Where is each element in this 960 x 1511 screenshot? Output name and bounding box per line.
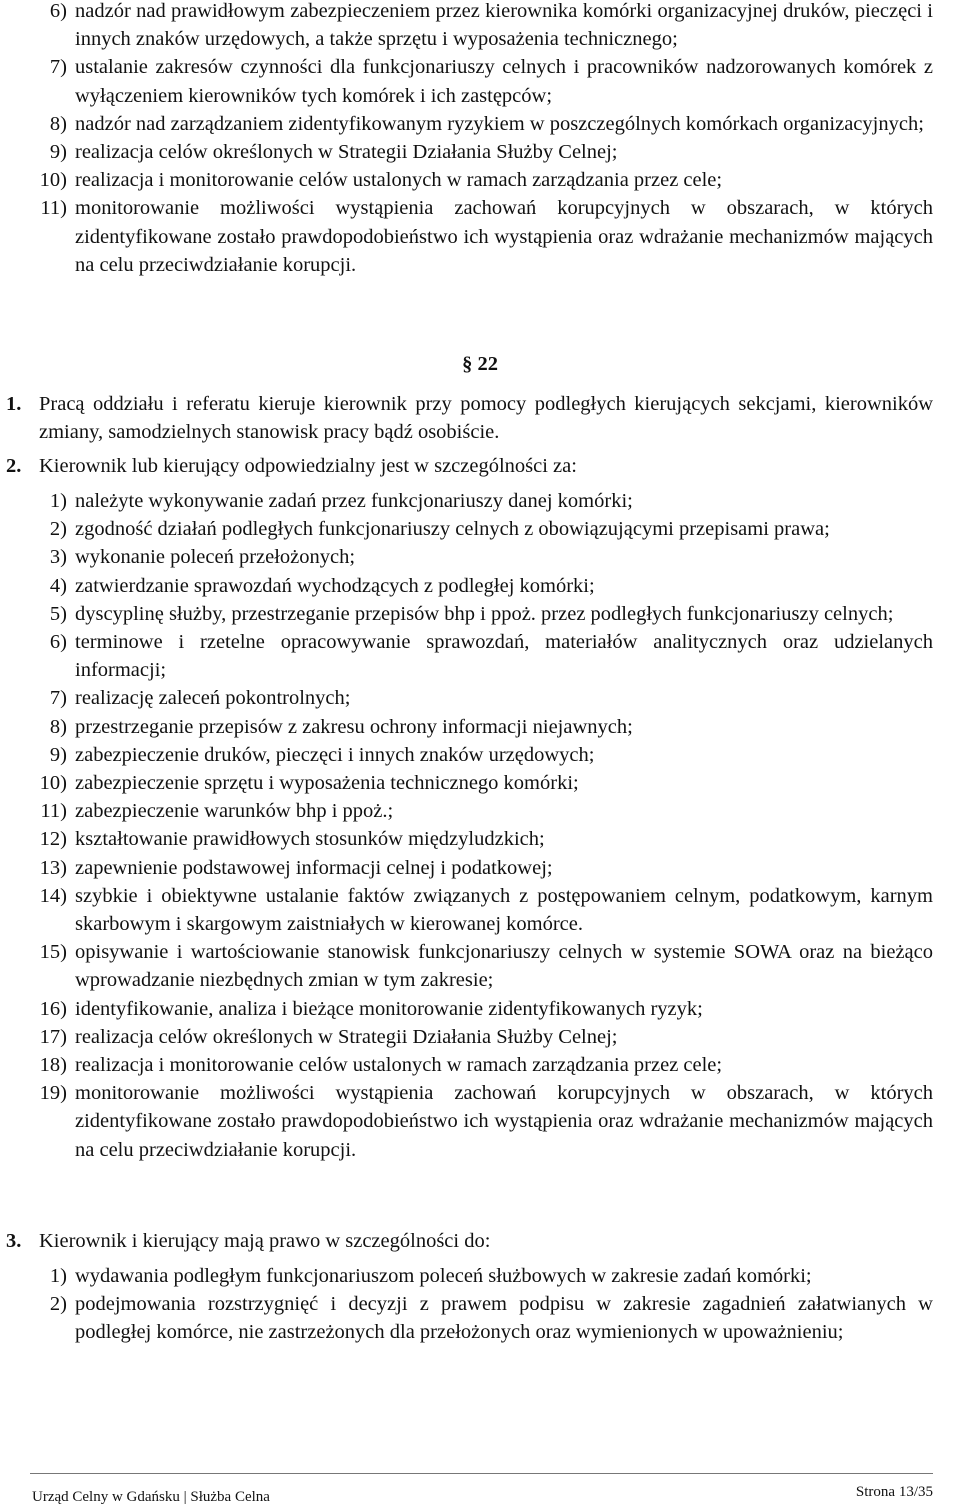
list-item bbox=[0, 53, 960, 109]
footer-office: Urząd Celny w Gdańsku | Służba Celna bbox=[32, 1489, 270, 1505]
list-item-number: 1) bbox=[49, 490, 67, 512]
duties-list-top bbox=[0, 0, 960, 279]
list-item-text: zabezpieczenie warunków bhp i ppoż.; bbox=[75, 800, 394, 823]
list-item bbox=[0, 882, 960, 938]
list-item bbox=[0, 1051, 960, 1079]
list-item-number: 10) bbox=[39, 169, 67, 192]
list-item-number: 8) bbox=[49, 715, 67, 738]
list-item-text: podejmowania rozstrzygnięć i decyzji z prawem podpisu w zakresie zagadnień załatwianych w podległej komórce, nie zastrzeżonych dla przełożonych oraz wymienionych w upoważnieniu; bbox=[75, 1293, 933, 1344]
list-item-text: opisywanie i wartościowanie stanowisk funkcjonariuszy celnych w systemie SOWA oraz na bieżąco wprowadzanie niezbędnych zmian w tym zakresie; bbox=[75, 941, 933, 992]
paragraph-number: 2. bbox=[6, 455, 22, 477]
list-item-number: 11) bbox=[40, 197, 67, 220]
list-item-number: 18) bbox=[39, 1054, 67, 1077]
list-item-text: zgodność działań podległych funkcjonariuszy celnych z obowiązującymi przepisami prawa; bbox=[75, 518, 830, 541]
list-item-text: monitorowanie możliwości wystąpienia zachowań korupcyjnych w obszarach, w których zidentyfikowane zostało prawdopodobieństwo ich wystąpienia oraz wdrażanie mechanizmów mających na celu przeciwdziałanie korupcji. bbox=[75, 197, 933, 276]
list-item-text: przestrzeganie przepisów z zakresu ochrony informacji niejawnych; bbox=[75, 715, 633, 738]
list-item bbox=[0, 797, 960, 825]
list-item-text: zatwierdzanie sprawozdań wychodzących z podległej komórki; bbox=[75, 574, 595, 597]
list-item-text: monitorowanie możliwości wystąpienia zachowań korupcyjnych w obszarach, w których zidentyfikowane zostało prawdopodobieństwo ich wystąpienia oraz wdrażanie mechanizmów mających na celu przeciwdziałanie korupcji. bbox=[75, 1082, 933, 1161]
list-item-number: 8) bbox=[49, 112, 67, 135]
list-item bbox=[0, 995, 960, 1023]
list-item-number: 13) bbox=[39, 856, 67, 879]
list-item bbox=[0, 487, 960, 515]
list-item bbox=[0, 628, 960, 684]
paragraph-number: 3. bbox=[6, 1230, 22, 1252]
list-item-number: 3) bbox=[49, 546, 67, 569]
list-item bbox=[0, 138, 960, 166]
list-item-text: identyfikowanie, analiza i bieżące monitorowanie zidentyfikowanych ryzyk; bbox=[75, 997, 703, 1020]
list-item-text: ustalanie zakresów czynności dla funkcjonariuszy celnych i pracowników nadzorowanych komórek z wyłączeniem kierowników tych komórek i ich zastępców; bbox=[75, 56, 933, 107]
list-item bbox=[0, 543, 960, 571]
list-item bbox=[0, 0, 960, 53]
list-item-number: 9) bbox=[49, 141, 67, 164]
list-item-text: realizacja celów określonych w Strategii Działania Służby Celnej; bbox=[75, 1025, 618, 1048]
list-item-number: 10) bbox=[39, 772, 67, 795]
paragraph-3 bbox=[0, 1227, 960, 1255]
list-item-number: 6) bbox=[49, 631, 67, 654]
list-item-text: zabezpieczenie druków, pieczęci i innych znaków urzędowych; bbox=[75, 743, 595, 766]
footer-page-number: Strona 13/35 bbox=[855, 1484, 933, 1500]
list-item-text: nadzór nad prawidłowym zabezpieczeniem przez kierownika komórki organizacyjnej druków, pieczęci i innych znaków urzędowych, a także sprzętu i wyposażenia technicznego; bbox=[75, 0, 933, 51]
list-item-text: kształtowanie prawidłowych stosunków międzyludzkich; bbox=[75, 828, 545, 851]
list-item bbox=[0, 741, 960, 769]
responsibilities-list bbox=[0, 487, 960, 1164]
list-item-text: wykonanie poleceń przełożonych; bbox=[75, 546, 356, 569]
list-item-number: 9) bbox=[49, 743, 67, 766]
list-item-text: należyte wykonywanie zadań przez funkcjonariuszy danej komórki; bbox=[75, 490, 633, 512]
paragraph-text: Kierownik i kierujący mają prawo w szczególności do: bbox=[39, 1230, 491, 1252]
list-item-number: 7) bbox=[49, 687, 67, 710]
list-item bbox=[0, 938, 960, 994]
list-item bbox=[0, 166, 960, 194]
footer-divider bbox=[30, 1473, 933, 1474]
list-item-text: szybkie i obiektywne ustalanie faktów związanych z postępowaniem celnym, podatkowym, karnym skarbowym i skargowym zaistniałych w kierowanej komórce. bbox=[75, 884, 933, 936]
list-item-number: 5) bbox=[49, 602, 67, 625]
list-item-text: dyscyplinę służby, przestrzeganie przepisów bhp i ppoż. przez podległych funkcjonariuszy celnych; bbox=[75, 602, 894, 625]
list-item-text: nadzór nad zarządzaniem zidentyfikowanym ryzykiem w poszczególnych komórkach organizacyjnych; bbox=[75, 112, 924, 135]
paragraph-2 bbox=[0, 452, 960, 480]
list-item-number: 2) bbox=[49, 1293, 67, 1316]
list-item bbox=[0, 1290, 960, 1346]
list-item-text: realizacja i monitorowanie celów ustalonych w ramach zarządzania przez cele; bbox=[75, 1054, 723, 1077]
list-item-text: realizację zaleceń pokontrolnych; bbox=[75, 687, 351, 710]
list-item bbox=[0, 769, 960, 797]
list-item bbox=[0, 854, 960, 882]
list-item-number: 14) bbox=[39, 884, 67, 907]
list-item-text: terminowe i rzetelne opracowywanie sprawozdań, materiałów analitycznych oraz udzielanych informacji; bbox=[75, 631, 933, 682]
rights-list bbox=[0, 1262, 960, 1347]
list-item bbox=[0, 1079, 960, 1164]
list-item-number: 15) bbox=[39, 941, 67, 964]
list-item-number: 4) bbox=[49, 574, 67, 597]
list-item-number: 1) bbox=[49, 1265, 67, 1287]
paragraph-number: 1. bbox=[6, 393, 22, 415]
section-heading: § 22 bbox=[462, 353, 498, 375]
paragraph-1 bbox=[0, 390, 960, 446]
list-item bbox=[0, 572, 960, 600]
list-item-text: wydawania podległym funkcjonariuszom poleceń służbowych w zakresie zadań komórki; bbox=[75, 1265, 812, 1287]
paragraph-text: Kierownik lub kierujący odpowiedzialny jest w szczególności za: bbox=[39, 455, 577, 477]
list-item-text: realizacja celów określonych w Strategii Działania Służby Celnej; bbox=[75, 141, 618, 164]
list-item bbox=[0, 515, 960, 543]
list-item-text: zabezpieczenie sprzętu i wyposażenia technicznego komórki; bbox=[75, 772, 579, 795]
list-item bbox=[0, 713, 960, 741]
paragraph-text: Pracą oddziału i referatu kieruje kierownik przy pomocy podległych kierujących sekcjami, kierowników zmiany, samodzielnych stanowisk pracy bądź osobiście. bbox=[39, 393, 933, 444]
list-item-number: 2) bbox=[49, 518, 67, 541]
list-item-number: 16) bbox=[39, 997, 67, 1020]
list-item-number: 11) bbox=[40, 800, 67, 823]
list-item bbox=[0, 825, 960, 853]
list-item-text: realizacja i monitorowanie celów ustalonych w ramach zarządzania przez cele; bbox=[75, 169, 723, 192]
list-item bbox=[0, 1262, 960, 1290]
list-item bbox=[0, 684, 960, 712]
list-item bbox=[0, 600, 960, 628]
list-item bbox=[0, 1023, 960, 1051]
list-item-number: 6) bbox=[49, 0, 67, 22]
list-item-number: 17) bbox=[39, 1025, 67, 1048]
list-item bbox=[0, 110, 960, 138]
list-item-number: 12) bbox=[39, 828, 67, 851]
list-item-number: 19) bbox=[39, 1082, 67, 1105]
list-item-text: zapewnienie podstawowej informacji celnej i podatkowej; bbox=[75, 856, 553, 879]
list-item bbox=[0, 194, 960, 279]
list-item-number: 7) bbox=[49, 56, 67, 79]
